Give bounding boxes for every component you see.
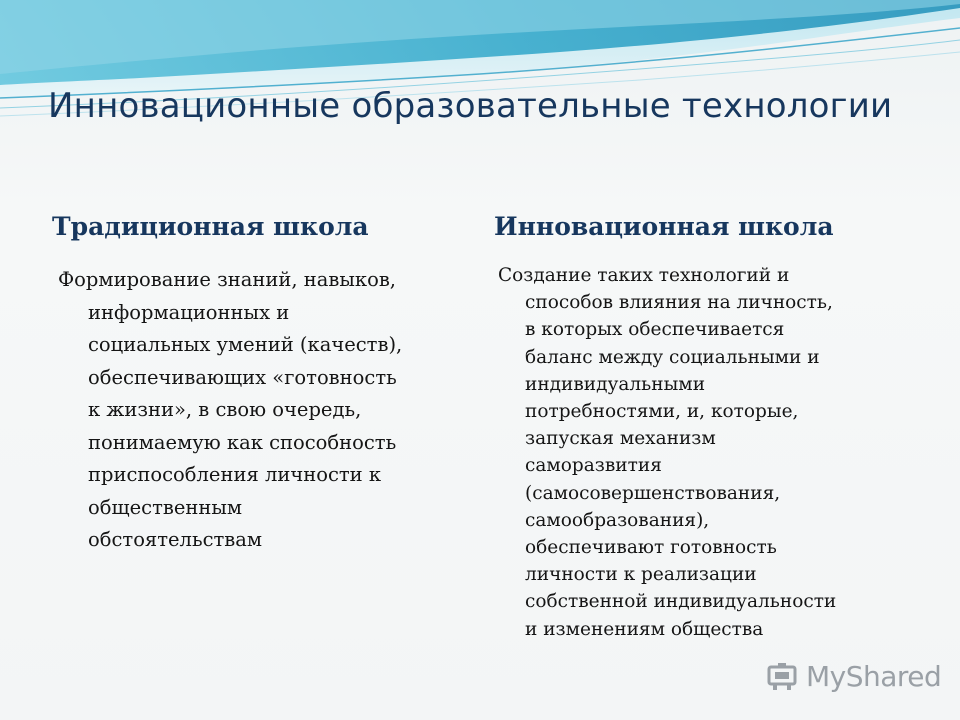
traditional-school-text: Формирование знаний, навыков, информационных и социальных умений (качеств), обеспечивающих «готовность к жизни», в свою очередь, понимаемую как способность приспособления личности к общественным обстоятельствам <box>58 268 403 551</box>
traditional-school-heading: Традиционная школа <box>52 212 369 241</box>
watermark-text: MyShared <box>806 659 942 693</box>
innovative-school-text: Создание таких технологий и способов влияния на личность, в которых обеспечивается баланс между социальными и индивидуальными потребностями, и, которые, запуская механизм саморазвития (самосовершенствования, самообразования), обеспечивают готовность личности к реализации собственной индивидуальности и изменениям общества <box>498 265 837 640</box>
slide-title: Инновационные образовательные технологии <box>48 86 893 126</box>
watermark <box>766 656 941 696</box>
innovative-school-heading: Инновационная школа <box>494 212 834 241</box>
projector-icon <box>766 661 800 691</box>
